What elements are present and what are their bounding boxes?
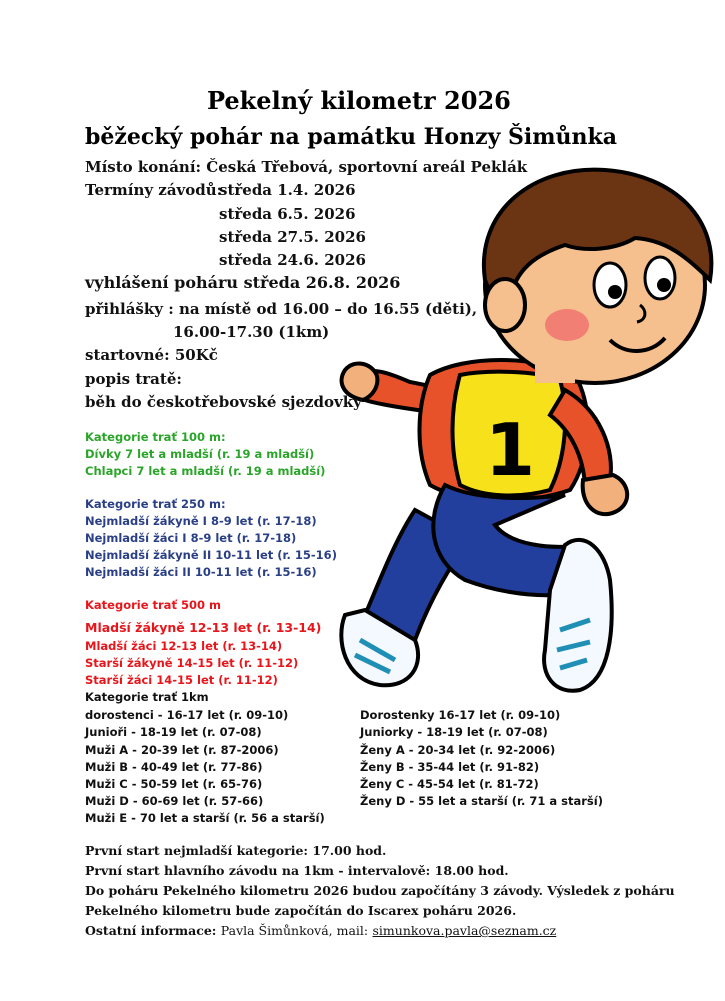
contact-email-link[interactable]: simunkova.pavla@seznam.cz	[372, 923, 557, 938]
page-subtitle: běžecký pohár na památku Honzy Šimůnka	[85, 124, 618, 150]
date-4: středa 24.6. 2026	[219, 251, 366, 269]
category-100-title: Kategorie trať 100 m:	[85, 430, 226, 444]
bib-number: 1	[485, 408, 536, 492]
date-2: středa 6.5. 2026	[219, 205, 356, 223]
award-date: vyhlášení poháru středa 26.8. 2026	[85, 273, 401, 292]
category-1km-men: dorostenci - 16-17 let (r. 09-10)	[85, 708, 289, 722]
left-eye	[594, 263, 626, 307]
registration-line2: 16.00-17.30 (1km)	[173, 323, 330, 341]
category-1km-women: Ženy B - 35-44 let (r. 91-82)	[360, 760, 540, 774]
venue: Místo konání: Česká Třebová, sportovní areál Peklák	[85, 158, 528, 176]
track-description: běh do českotřebovské sjezdovky	[85, 393, 362, 411]
contact-line	[85, 923, 556, 938]
cup-info-line1: Do poháru Pekelného kilometru 2026 budou započítány 3 závody. Výsledek z poháru	[85, 883, 675, 898]
category-1km-men: Muži E - 70 let a starší (r. 56 a starší)	[85, 811, 325, 825]
front-hand	[583, 475, 628, 514]
category-100-item: Dívky 7 let a mladší (r. 19 a mladší)	[85, 447, 315, 461]
date-3: středa 27.5. 2026	[219, 228, 366, 246]
category-250-item: Nejmladší žákyně I 8-9 let (r. 17-18)	[85, 514, 317, 528]
category-250-item: Nejmladší žákyně II 10-11 let (r. 15-16)	[85, 548, 337, 562]
category-1km-women: Juniorky - 18-19 let (r. 07-08)	[360, 725, 548, 739]
category-500-item: Mladší žákyně 12-13 let (r. 13-14)	[85, 620, 322, 635]
page-title: Pekelný kilometr 2026	[207, 86, 511, 115]
cheek	[545, 309, 589, 341]
registration-line1: přihlášky : na místě od 16.00 – do 16.55 (děti),	[85, 300, 478, 318]
category-500-item: Starší žáci 14-15 let (r. 11-12)	[85, 673, 278, 687]
category-1km-men: Muži B - 40-49 let (r. 77-86)	[85, 760, 263, 774]
category-1km-women: Ženy A - 20-34 let (r. 92-2006)	[360, 743, 556, 757]
fee: startovné: 50Kč	[85, 346, 218, 364]
category-250-item: Nejmladší žáci II 10-11 let (r. 15-16)	[85, 565, 317, 579]
contact-name: Pavla Šimůnková, mail:	[220, 923, 369, 938]
track-label: popis tratě:	[85, 370, 182, 388]
category-1km-title: Kategorie trať 1km	[85, 690, 209, 704]
category-1km-men: Muži C - 50-59 let (r. 65-76)	[85, 777, 263, 791]
category-500-item: Starší žákyně 14-15 let (r. 11-12)	[85, 656, 299, 670]
right-eye	[645, 257, 675, 299]
first-start-youngest: První start nejmladší kategorie: 17.00 hod.	[85, 843, 387, 858]
category-250-item: Nejmladší žáci I 8-9 let (r. 17-18)	[85, 531, 297, 545]
category-500-item: Mladší žáci 12-13 let (r. 13-14)	[85, 639, 283, 653]
contact-label: Ostatní informace:	[85, 923, 217, 938]
category-250-title: Kategorie trať 250 m:	[85, 497, 226, 511]
cup-info-line2: Pekelného kilometru bude započítán do Iscarex poháru 2026.	[85, 903, 517, 918]
category-1km-women: Ženy D - 55 let a starší (r. 71 a starší)	[360, 794, 603, 808]
category-1km-men: Junioři - 18-19 let (r. 07-08)	[85, 725, 262, 739]
dates-label: Termíny závodů:	[85, 181, 223, 199]
category-500-title: Kategorie trať 500 m	[85, 598, 221, 612]
ear	[485, 279, 525, 331]
running-boy-illustration	[335, 160, 725, 705]
category-1km-women: Ženy C - 45-54 let (r. 81-72)	[360, 777, 539, 791]
date-1: středa 1.4. 2026	[219, 181, 356, 199]
category-100-item: Chlapci 7 let a mladší (r. 19 a mladší)	[85, 464, 326, 478]
category-1km-women: Dorostenky 16-17 let (r. 09-10)	[360, 708, 561, 722]
first-start-main: První start hlavního závodu na 1km - intervalově: 18.00 hod.	[85, 863, 509, 878]
category-1km-men: Muži A - 20-39 let (r. 87-2006)	[85, 743, 279, 757]
category-1km-men: Muži D - 60-69 let (r. 57-66)	[85, 794, 264, 808]
